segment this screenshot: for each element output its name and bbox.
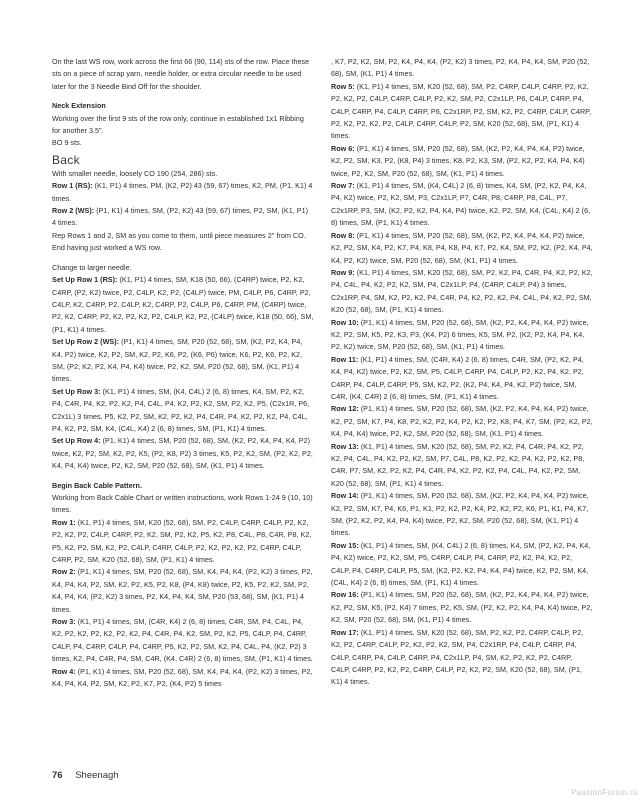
row-text: (K1, P1) 4 times, SM, (C4R, K4) 2 (6, 8) times, C4R, SM, (P2, K2, P4, K4, P4, K2) twice, P2, K2, SM, P5, C4LP, C4RP, P4, C4LP, P2, K2, P4, K2, P2, C4RP, P4, C4LP, C4RP, P5, SM, K2, P2, (K2, P4, K4, P4, K2, P2) twice, SM, C4R, (K4, C4R) 2 (6, 8) times, SM, (P1, K1) 4 times. xyxy=(331,354,584,401)
instruction-row xyxy=(52,566,314,616)
row-label: Row 10: xyxy=(331,317,359,327)
row-label: Row 2 (WS): xyxy=(52,206,95,216)
paragraph xyxy=(52,262,314,274)
paragraph xyxy=(52,492,314,517)
instruction-row xyxy=(331,143,593,180)
row-text: On the last WS row, work across the first 66 (90, 114) sts of the row. Place these sts on a piece of scrap yarn, needle holder, or extra circular needle to be used later for the 3 Needle Bind Off for the shoulder. xyxy=(52,57,310,91)
row-label: Set Up Row 2 (WS): xyxy=(52,337,120,347)
instruction-row xyxy=(331,267,593,317)
paragraph-gap xyxy=(52,93,314,100)
paragraph-gap xyxy=(52,473,314,480)
row-text: Working over the first 9 sts of the row only, continue in established 1x1 Ribbing for another 3.5". xyxy=(52,113,304,136)
watermark: PassionForum.ru xyxy=(571,788,638,797)
instruction-row xyxy=(331,490,593,540)
row-text: (K1, P1) 4 times, SM, K20 (52, 68), SM, P2, K2, P4, C4R, P4, K2, P2, K2, P4, C4L, P4, K2, P2, K2, SM, P7, C4L, P8, K2, P2, K2, P4, K2, P2, K2, P8, C4R, P7, SM, K2, P2, K2, P4, C4R, P4, K2, P2, K2, P4, C4L, P4, K2, P2, SM, K20 (52, 68), SM, (P1, K1) 4 times. xyxy=(331,441,585,488)
row-label: Set Up Row 4: xyxy=(52,436,101,446)
row-text: (P1, K1) 4 times, SM, P20 (52, 68), SM, (K2, P2, K4, P4, K4, P2) twice, K2, P2, SM, K7, P4, K8, P2, K2, P2, K4, P2, K2, P2, K8, P4, K7, SM, (P2, K2, P2, K4, P4, K4) twice, P2, K2, SM, P20 (52, 68), SM, (K1, P1) 4 times. xyxy=(331,404,593,439)
row-label: Row 16: xyxy=(331,590,359,600)
row-text: , K7, P2, K2, SM, P2, K4, P4, K4, (P2, K2) 3 times, P2, K4, P4, K4, SM, P20 (52, 68), SM, (K1, P1) 4 times. xyxy=(331,57,590,79)
row-label: Row 7: xyxy=(331,181,355,191)
row-text: (K1, P1) 4 times, SM, (K4, C4L) 2 (6, 8) times, K4, SM, (P2, K2, P4, K4, P4, K2) twice, P2, K2, SM, P3, C2x1LP, P7, C4R, P8, C4RP, P8, C4L, P7, C2x1RP, P3, SM, (K2, P2, K2, P4, K4, P4) twice, K2, P2, SM, K4, (C4L, K4) 2 (6, 8) times, SM, (P1, K1) 4 times. xyxy=(331,181,591,228)
instruction-row xyxy=(331,180,593,230)
instruction-row xyxy=(52,517,314,567)
row-label: Row 5: xyxy=(331,81,355,91)
row-text: With smaller needle, loosely CO 190 (254, 286) sts. xyxy=(52,168,218,178)
row-text: (K1, P1) 4 times, PM, (K2, P2) 43 (59, 67) times, K2, PM, (P1, K1) 4 times. xyxy=(52,181,313,203)
row-text: (K1, P1) 4 times, SM, (C4R, K4) 2 (6, 8) times, C4R, SM, P4, C4L, P4, K2, P2, K2, P2, K2, P2, K2, P4, C4R, P4, K2, SM, P2, K2, P5, C4LP, P4, C4RP, C4LP, P4, C4RP, C4LP, P4, C4RP, P5, K2, P2, SM, K2, P4, C4L, P4, (K2, P2) 3 times, K2, P4, C4R, P4, SM, C4R, (K4, C4R) 2 (6, 8) times, SM, (P1, K1) 4 times. xyxy=(52,617,313,664)
instruction-row xyxy=(52,274,314,336)
row-label: Set Up Row 3: xyxy=(52,386,101,396)
subheading: Neck Extension xyxy=(52,101,106,111)
row-label: Row 12: xyxy=(331,404,359,414)
row-label: Row 15: xyxy=(331,540,359,550)
instruction-row xyxy=(331,354,593,404)
row-text: (P1, K1) 4 times, SM, (P2, K2) 43 (59, 67) times, P2, SM, (K1, P1) 4 times. xyxy=(52,206,309,228)
instruction-row xyxy=(331,540,593,590)
row-text: BO 9 sts. xyxy=(52,138,82,148)
instruction-row xyxy=(331,317,593,354)
row-label: Set Up Row 1 (RS): xyxy=(52,275,118,285)
row-text: (K1, P1) 4 times, SM, K20 (52, 68), SM, P2, K2, P4, C4R, P4, K2, P2, K2, P4, C4L, P4, K2, P2, K2, SM, P4, C2x1LP, P4, (C4RP, C4LP, P4) 3 times, C2x1RP, P4, SM, K2, P2, K2, P4, C4R, P4, K2, P2, K2, P4, C4L, P4, K2, P2, SM, K20 (52, 68), SM, (P1, K1) 4 times. xyxy=(331,267,593,315)
instruction-row xyxy=(52,666,314,691)
row-text: (P1, K1) 4 times, SM, P20 (52, 68), SM, (K2, P2, K4, P4, K4, P2) twice, K2, P2, SM, K2, P2, K6, P2, (K6, P6) twice, K6, P2, K6, P2, K2, SM, (P2, K2, P2, K4, P4, K4) twice, P2, K2, SM, P20 (52, 68), SM, (K1, P1) 4 times. xyxy=(52,337,303,384)
row-text: (P1, K1) 4 times, SM, P20 (52, 68), SM, (K2, P2, K4, P4, K4, P2) twice, K2, P2, SM, K2, P2, K5, (P2, K8, P2) 3 times, K5, P2, K2, SM, (P2, K2, P2, K4, P4, K4) twice, P2, K2, SM, P20 (52, 68), SM, (K1, P1) 4 times. xyxy=(52,436,313,471)
instruction-row xyxy=(331,230,593,267)
instruction-row xyxy=(331,403,593,440)
row-text: (P1, K1) 4 times, SM, P20 (52, 68), SM, K4, P4, K4, (P2, K2) 3 times, P2, K4, P4, K4, P2, SM, K2, P2, K7, P2, (K4, P2) 5 times xyxy=(52,666,313,689)
row-label: Row 2: xyxy=(52,567,76,577)
row-text: (P1, K1) 4 times, SM, P20 (52, 68), SM, K4, P4, K4, (P2, K2) 3 times, P2, K4, P4, K4, P2, SM, K2, P2, K5, P2, K8, (P4, K8) twice, P2, K5, P2, K2, SM, P2, K4, P4, K4, (P2, K2) 3 times, P2, K4, P4, K4, SM, P20 (53, 68), SM, (K1, P1) 4 times. xyxy=(52,567,313,614)
instruction-row xyxy=(331,81,593,143)
row-label: Row 11: xyxy=(331,354,359,364)
paragraph xyxy=(331,56,593,81)
left-column xyxy=(52,56,314,691)
section-heading: Back xyxy=(52,152,80,167)
page-number: 76 xyxy=(52,770,63,781)
row-label: Row 14: xyxy=(331,491,359,501)
instruction-row xyxy=(52,435,314,472)
row-text: (P1, K1) 4 times, SM, P20 (52, 68), SM, (K2, P2, K4, P4, K4, P2) twice, K2, P2, SM, K5, P2, K3, P3, (K4, P2) 6 times, K5, SM, P2, (K2, P2, K4, P4, K4, P2, K2) twice, SM, P20 (52, 68), SM, (K1, P1) 4 times. xyxy=(331,317,589,352)
paragraph xyxy=(52,137,314,149)
instruction-row xyxy=(52,386,314,436)
right-column xyxy=(331,56,593,689)
row-text: (K1, P1) 4 times, SM, K20 (52, 68), SM, P2, C4RP, C4LP, C4RP, P2, K2, P2, K2, P2, C4LP, C4RP, C4LP, P2, K2, SM, P2, C2x1LP, P6, C4LP, C4RP, P4, C4LP, C4RP, P4, C4LP, C4RP, P6, C2x1RP, P2, SM, K2, P2, C4RP, C4LP, C4RP, P2, K2, P2, K2, P2, C4LP, C4RP, C4LP, P2, SM, K20 (52, 68), SM, (P1, K1) 4 times. xyxy=(331,81,592,141)
paragraph xyxy=(52,230,314,255)
row-text: Working from Back Cable Chart or written instructions, work Rows 1-24 9 (10, 10) times. xyxy=(52,493,313,515)
pattern-name: Sheenagh xyxy=(75,770,119,781)
row-label: Row 17: xyxy=(331,627,359,637)
instruction-row xyxy=(52,180,314,205)
paragraph xyxy=(52,113,314,138)
row-text: (P1, K1) 4 times, SM, P20 (52, 68), SM, (K2, P2, K4, P4, K4, P2) twice, K2, P2, SM, K3, P2, (K8, P4) 3 times, K8, P2, K3, SM, (P2, K2, P2, K4, P4, K4) twice, P2, K2, SM, P20 (52, 68), SM, (K1, P1) 4 times. xyxy=(331,143,585,178)
row-text: (K1, P1) 4 times, SM, K18 (50, 66), (C4RP) twice, P2, K2, C4RP, (P2, K2) twice, P2, C4LP, K2, P2, (C4LP) twice, PM, C4LP, P6, C4RP, P2, C4LP, K2, C4RP, P2, C4LP, K2, C4RP, P2, C4LP, P6, C4RP, PM, (C4RP) twice, P2, K2, C4RP, P2, K2, P2, K2, P2, C4LP, K2, P2, (C4LP) twice, K18 (50, 66), SM, (P1, K1) 4 times. xyxy=(52,275,314,334)
row-label: Row 1: xyxy=(52,517,76,527)
row-text: Rep Rows 1 and 2, SM as you come to them, until piece measures 2" from CO. End having just worked a WS row. xyxy=(52,230,306,253)
row-text: (K1, P1) 4 times, SM, (K4, C4L) 2 (6, 8) times, K4, SM, P2, K2, P4, C4R, P4, K2, P2, K2, P4, C4L, P4, K2, P2, K2, SM, P2, K2, P5, (C2x1R, P6, C2x1L) 3 times, P5, K2, P2, SM, K2, P2, K2, P4, C4R, P4, K2, P2, K2, P4, C4L, P4, K2, P2, SM, K4, (C4L, K4) 2 (6, 8) times, SM, (P1, K1) 4 times. xyxy=(52,386,310,433)
instruction-row xyxy=(331,627,593,689)
row-text: (P1, K1) 4 times, SM, P20 (52, 68), SM, (K2, P2, K4, P4, K4, P2) twice, K2, P2, SM, K5, (P2, K4) 7 times, P2, K5, SM, (P2, K2, P2, K4, P4, K4) twice, P2, K2, SM, P20 (52, 68), SM, (K1, P1) 4 times. xyxy=(331,590,593,625)
instruction-row xyxy=(331,589,593,626)
row-text: (K1, P1) 4 times, SM, (K4, C4L) 2 (6, 8) times, K4, SM, (P2, K2, P4, K4, P4, K2) twice, P2, K2, SM, P5, C4RP, C4LP, P4, C4RP, P2, K2, P4, K2, P2, C4LP, P4, C4RP, C4LP, P5, SM, (K2, P2, K2, P4, K4, P4) twice, K2, P2, SM, K4, (C4L, K4) 2 (6, 8) times, SM, (P1, K1) 4 times. xyxy=(331,540,591,588)
row-text: (P1, K1) 4 times, SM, P20 (52, 68), SM, (K2, P2, K4, P4, K4, P2) twice, K2, P2, SM, K4, P2, K7, P4, K8, P4, K8, P4, K7, P2, K4, SM, P2, K2, (P2, K4, P4, K4, P2, K2) twice, SM, P20 (52, 68), SM, (K1, P1) 4 times. xyxy=(331,230,593,265)
page-footer xyxy=(52,770,119,781)
instruction-row xyxy=(52,616,314,666)
row-label: Row 8: xyxy=(331,230,355,240)
instruction-row xyxy=(52,205,314,230)
instruction-row xyxy=(52,336,314,386)
row-text: (P1, K1) 4 times, SM, P20 (52, 68), SM, (K2, P2, K4, P4, K4, P2) twice, K2, P2, SM, K7, P4, K6, P1, K1, P2, K2, P2, K4, P2, K2, P2, K6, P1, K1, P4, K7, SM, (P2, K2, P2, K4, P4, K4) twice, P2, K2, SM, P20 (52, 68), SM, (K1, P1) 4 times. xyxy=(331,491,589,538)
row-text: Change to larger needle. xyxy=(52,262,132,272)
row-label: Row 9: xyxy=(331,267,355,277)
row-text: (K1, P1) 4 times, SM, K20 (52, 68), SM, P2, C4LP, C4RP, C4LP, P2, K2, P2, K2, P2, C4LP, C4RP, P2, K2, SM, P2, K2, P5, K2, P8, C4L, P8, C4R, P8, K2, P5, K2, P2, SM, K2, P2, C4LP, C4RP, C4LP, P2, K2, P2, K2, P2, C4RP, C4LP, C4RP, P2, SM, K20 (52, 68), SM, (P1, K1) 4 times. xyxy=(52,517,312,565)
row-label: Row 6: xyxy=(331,143,355,153)
row-label: Row 13: xyxy=(331,441,359,451)
paragraph xyxy=(52,168,314,180)
instruction-row xyxy=(331,441,593,491)
subheading: Begin Back Cable Pattern. xyxy=(52,480,142,490)
row-label: Row 1 (RS): xyxy=(52,181,93,191)
row-text: (K1, P1) 4 times, SM, K20 (52, 68), SM, P2, K2, P2, C4RP, C4LP, P2, K2, P2, C4RP, C4LP, P2, K2, P2, K2, SM, P4, C2x1RP, P4, C4LP, C4RP, P4, C4LP, C4RP, P4, C4LP, C4RP, P4, C2x1LP, P4, SM, K2, P2, K2, P2, C4RP, C4LP, C4RP, P2, K2, P2, C4RP, C4LP, P2, K2, P2, SM, K20 (52, 68), SM, (P1, K1) 4 times. xyxy=(331,627,584,687)
row-label: Row 3: xyxy=(52,617,76,627)
paragraph xyxy=(52,56,314,93)
row-label: Row 4: xyxy=(52,666,76,676)
paragraph-gap xyxy=(52,255,314,262)
